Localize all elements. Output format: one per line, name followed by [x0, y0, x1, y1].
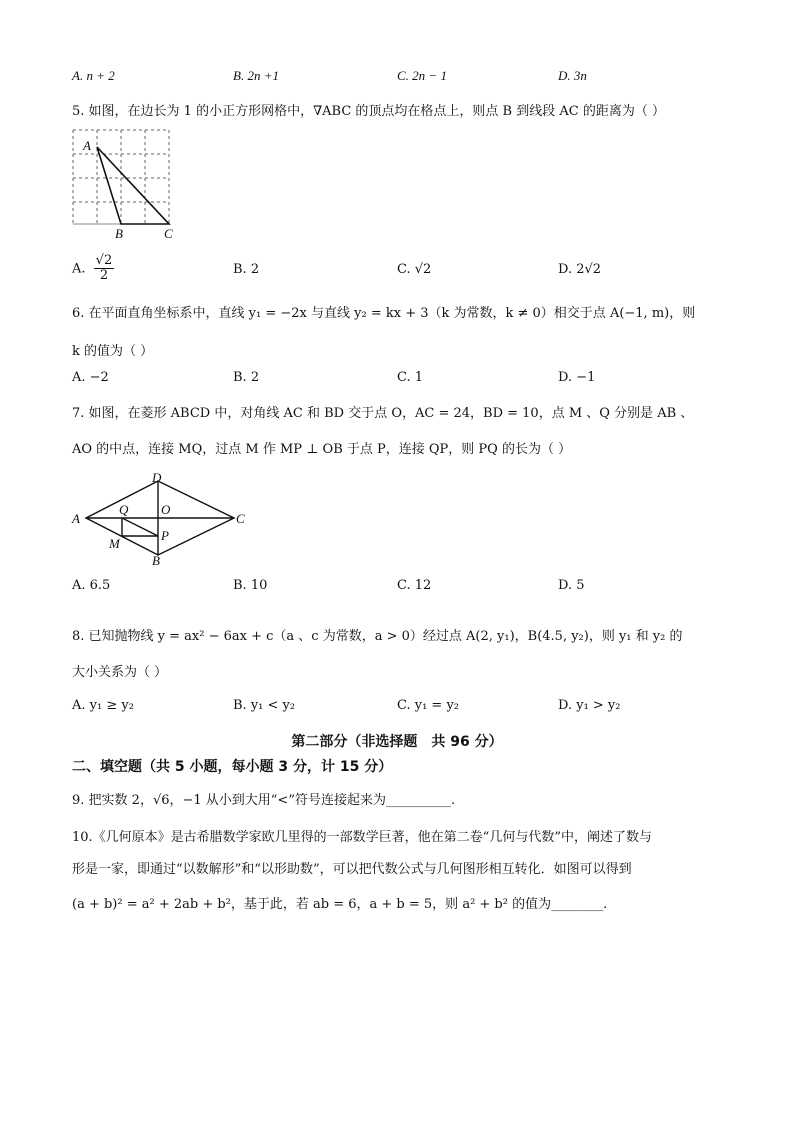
- q9-stem: 9. 把实数 2，√6，−1 从小到大用“<”符号连接起来为__________.: [72, 793, 456, 808]
- q5-option-a-fraction: [94, 254, 115, 284]
- q6-option-a: A. −2: [72, 370, 109, 385]
- q10-stem-line2: 形是一家，即通过“以数解形”和“以形助数”，可以把代数公式与几何图形相互转化．如图可以得到: [72, 862, 632, 877]
- q7-label-c: C: [236, 511, 245, 526]
- q7-rhombus-figure: [66, 470, 256, 566]
- q5-label-b: B: [115, 226, 123, 241]
- q10-stem-line1: 10.《几何原本》是古希腊数学家欧几里得的一部数学巨著，他在第二卷“几何与代数”中，阐述了数与: [72, 830, 652, 845]
- q5-option-a-letter: A.: [72, 261, 86, 277]
- q4-option-c: C. 2n − 1: [397, 68, 447, 83]
- q7-label-a: A: [72, 511, 80, 526]
- q7-label-m: M: [109, 536, 120, 551]
- q7-label-p: P: [161, 528, 169, 543]
- q6-option-b: B. 2: [233, 370, 260, 385]
- q7-option-c: C. 12: [397, 578, 432, 593]
- q7-stem-line2: AO 的中点，连接 MQ，过点 M 作 MP ⊥ OB 于点 P，连接 QP，则 PQ 的长为（ ）: [72, 442, 572, 457]
- q7-label-q: Q: [119, 502, 129, 517]
- q8-option-c: C. y₁ = y₂: [397, 698, 460, 713]
- q5-fraction-denominator: 2: [99, 268, 109, 284]
- q10-stem-line3: (a + b)² = a² + 2ab + b²，基于此，若 ab = 6，a + b = 5，则 a² + b² 的值为________.: [72, 897, 608, 912]
- part2-title: 第二部分（非选择题 共 96 分）: [291, 734, 503, 750]
- q5-grid-figure: [66, 125, 181, 243]
- q7-label-b: B: [152, 553, 160, 566]
- q4-option-b: B. 2n +1: [233, 68, 279, 83]
- q7-option-d: D. 5: [558, 578, 585, 593]
- section2-title: 二、填空题（共 5 小题，每小题 3 分，计 15 分）: [72, 759, 393, 775]
- q6-option-c: C. 1: [397, 370, 424, 385]
- q7-label-o: O: [161, 502, 171, 517]
- q5-label-c: C: [164, 226, 173, 241]
- q6-stem-line2: k 的值为（ ）: [72, 344, 154, 359]
- q7-option-b: B. 10: [233, 578, 268, 593]
- q5-stem: 5. 如图，在边长为 1 的小正方形网格中，∇ABC 的顶点均在格点上，则点 B 到线段 AC 的距离为（ ）: [72, 104, 665, 119]
- q6-option-d: D. −1: [558, 370, 596, 385]
- q8-option-d: D. y₁ > y₂: [558, 698, 621, 713]
- q5-option-d: D. 2√2: [558, 262, 602, 277]
- q5-fraction-numerator: √2: [95, 253, 113, 268]
- q7-option-a: A. 6.5: [72, 578, 111, 593]
- q5-option-b: B. 2: [233, 262, 260, 277]
- q4-option-d: D. 3n: [558, 68, 587, 83]
- q8-option-b: B. y₁ < y₂: [233, 698, 296, 713]
- q5-option-a: [72, 254, 114, 284]
- q8-option-a: A. y₁ ≥ y₂: [72, 698, 134, 713]
- q8-stem-line2: 大小关系为（ ）: [72, 665, 168, 680]
- q6-stem-line1: 6. 在平面直角坐标系中，直线 y₁ = −2x 与直线 y₂ = kx + 3（k 为常数，k ≠ 0）相交于点 A(−1, m)，则: [72, 306, 696, 321]
- q5-label-a: A: [83, 138, 91, 153]
- q7-stem-line1: 7. 如图，在菱形 ABCD 中，对角线 AC 和 BD 交于点 O，AC = 24，BD = 10，点 M 、Q 分别是 AB 、: [72, 406, 694, 421]
- q5-option-c: C. √2: [397, 262, 432, 277]
- q4-option-a: A. n + 2: [72, 68, 115, 83]
- q8-stem-line1: 8. 已知抛物线 y = ax² − 6ax + c（a 、c 为常数，a > 0）经过点 A(2, y₁)，B(4.5, y₂)，则 y₁ 和 y₂ 的: [72, 629, 683, 644]
- q7-label-d: D: [152, 470, 162, 485]
